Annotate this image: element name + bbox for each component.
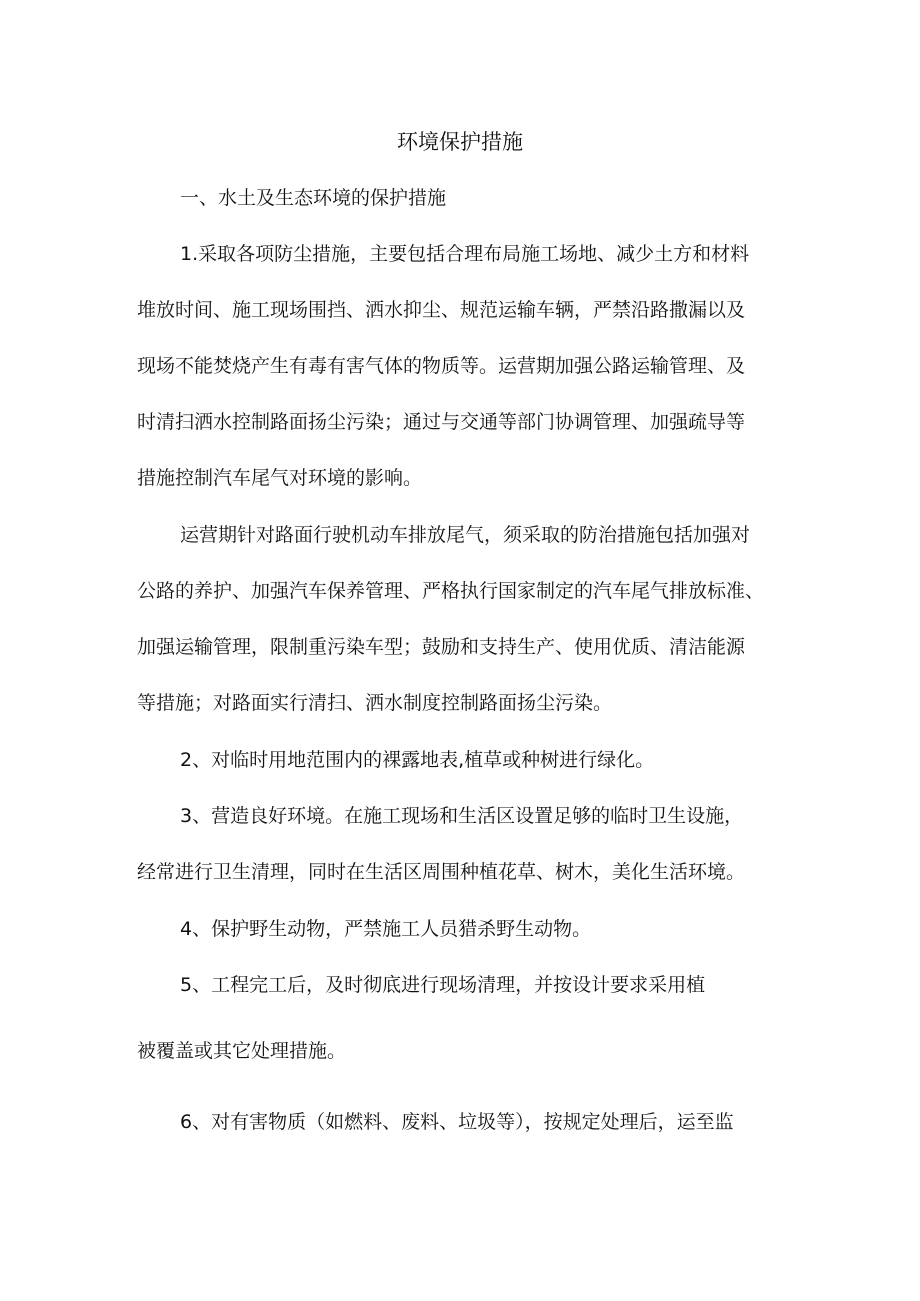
list-item: 5、工程完工后，及时彻底进行现场清理，并按设计要求采用植 — [180, 974, 706, 996]
list-item: 3、营造良好环境。在施工现场和生活区设置足够的临时卫生设施， — [180, 805, 744, 827]
paragraph-line: 1.采取各项防尘措施，主要包括合理布局施工场地、减少土方和材料 — [180, 243, 750, 265]
paragraph-line: 加强运输管理，限制重污染车型；鼓励和支持生产、使用优质、清洁能源 — [137, 636, 746, 658]
list-item: 2、对临时用地范围内的裸露地表,植草或种树进行绿化。 — [180, 749, 655, 771]
paragraph-line: 现场不能焚烧产生有毒有害气体的物质等。运营期加强公路运输管理、及 — [137, 355, 746, 377]
paragraph-line: 堆放时间、施工现场围挡、洒水抑尘、规范运输车辆，严禁沿路撒漏以及 — [137, 299, 746, 321]
section-heading: 一、水土及生态环境的保护措施 — [180, 187, 447, 209]
paragraph-line: 公路的养护、加强汽车保养管理、严格执行国家制定的汽车尾气排放标准、 — [137, 580, 765, 602]
paragraph-line: 时清扫洒水控制路面扬尘污染；通过与交通等部门协调管理、加强疏导等 — [137, 411, 746, 433]
paragraph-line: 运营期针对路面行驶机动车排放尾气，须采取的防治措施包括加强对 — [180, 524, 751, 546]
page-title: 环境保护措施 — [397, 130, 523, 154]
list-item: 4、保护野生动物，严禁施工人员猎杀野生动物。 — [180, 918, 592, 940]
list-item: 6、对有害物质（如燃料、废料、垃圾等），按规定处理后，运至监 — [180, 1111, 734, 1133]
paragraph-line: 被覆盖或其它处理措施。 — [137, 1040, 347, 1062]
paragraph-line: 经常进行卫生清理，同时在生活区周围种植花草、树木，美化生活环境。 — [137, 861, 746, 883]
paragraph-line: 等措施；对路面实行清扫、洒水制度控制路面扬尘污染。 — [137, 692, 613, 714]
paragraph-line: 措施控制汽车尾气对环境的影响。 — [137, 467, 423, 489]
